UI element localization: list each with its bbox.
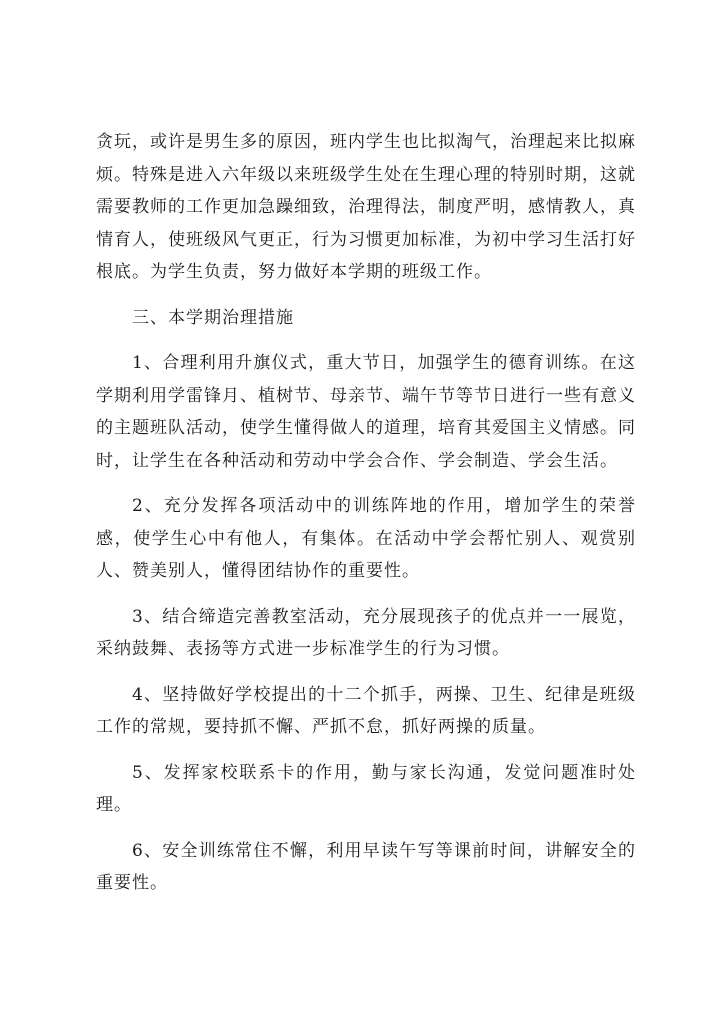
measure-item-2: 2、充分发挥各项活动中的训练阵地的作用，增加学生的荣誉感，使学生心中有他人，有集体。在活动中学会帮忙别人、观赏别人、赞美别人，懂得团结协作的重要性。 <box>96 496 636 581</box>
measure-item-1: 1、合理利用升旗仪式，重大节日，加强学生的德育训练。在这学期利用学雷锋月、植树节、母亲节、端午节等节日进行一些有意义的主题班队活动，使学生懂得做人的道理，培育其爱国主义情感。同时，让学生在各种活动和劳动中学会合作、学会制造、学会生活。 <box>96 353 636 471</box>
body-paragraph-continued: 贪玩，或许是男生多的原因，班内学生也比拟淘气，治理起来比拟麻烦。特殊是进入六年级以来班级学生处在生理心理的特别时期，这就需要教师的工作更加急躁细致，治理得法，制度严明，感情教人，真情育人，使班级风气更正，行为习惯更加标准，为初中学习生活打好根底。为学生负责，努力做好本学期的班级工作。 <box>96 132 636 282</box>
document-page <box>96 126 636 913</box>
measure-item-6: 6、安全训练常住不懈，利用早读午写等课前时间，讲解安全的重要性。 <box>96 840 636 893</box>
measure-item-4: 4、坚持做好学校提出的十二个抓手，两操、卫生、纪律是班级工作的常规，要持抓不懈、严抓不怠，抓好两操的质量。 <box>96 684 636 737</box>
measure-item-5: 5、发挥家校联系卡的作用，勤与家长沟通，发觉问题准时处理。 <box>96 762 636 815</box>
measure-item-3: 3、结合缔造完善教室活动，充分展现孩子的优点并一一展览，采纳鼓舞、表扬等方式进一步标准学生的行为习惯。 <box>96 606 636 659</box>
section-heading: 三、本学期治理措施 <box>132 307 294 328</box>
